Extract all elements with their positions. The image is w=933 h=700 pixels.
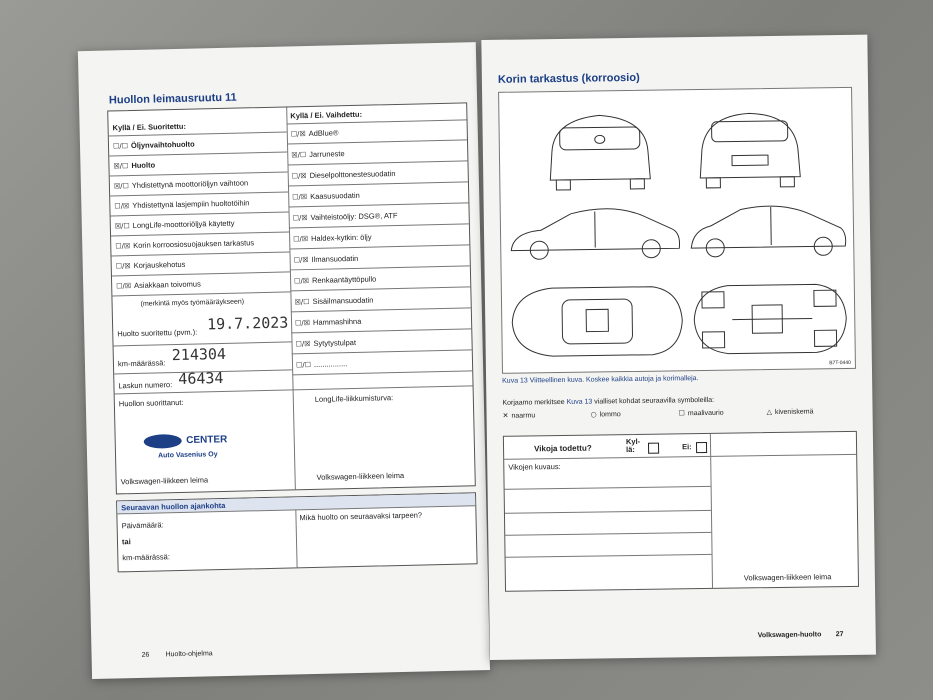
symbol-label: naarmu: [511, 412, 536, 420]
checkbox-pair[interactable]: ☒/☐: [291, 151, 307, 160]
checkbox-pair[interactable]: ☐/☒: [291, 172, 307, 181]
checkbox-pair[interactable]: ☐/☒: [115, 242, 131, 251]
car-diagram: [498, 87, 856, 374]
vw-stamp-label-1: Volkswagen-liikkeen leima: [120, 475, 209, 487]
item-label: Asiakkaan toivomus: [134, 279, 201, 290]
replaced-item: [296, 359, 347, 369]
dealer-stamp: [144, 431, 228, 460]
instr-post: vialliset kohdat seuraavilla symboleilla:: [594, 396, 715, 406]
item-label: Yhdistettynä lasjempiin huoltotöihin: [132, 198, 250, 210]
checkbox-pair[interactable]: ☒/☐: [113, 162, 129, 171]
checkbox-pair[interactable]: ☐/☒: [115, 262, 131, 271]
replaced-item: [294, 274, 376, 285]
replaced-item: [292, 169, 396, 180]
checkbox-pair[interactable]: ☒/☐: [114, 222, 130, 231]
symbol-glyph-icon: △: [766, 408, 773, 417]
checkbox-pair[interactable]: ☐/☒: [293, 235, 309, 244]
performed-item: [114, 178, 248, 190]
invoice-label: Laskun numero:: [118, 380, 173, 391]
defects-question: Vikoja todettu?: [533, 443, 592, 454]
symbol-label: maalivaurio: [687, 409, 724, 418]
item-label: Yhdistettynä moottoriöljyn vaihtoon: [131, 178, 249, 190]
checkbox-pair[interactable]: ☐/☒: [114, 202, 130, 211]
dealer-logo-icon: [144, 434, 182, 449]
performed-item: [113, 160, 155, 170]
stamp-brand: CENTER: [186, 434, 228, 447]
checkbox-pair[interactable]: ☐/☒: [292, 193, 308, 202]
km-label: km-määrässä:: [117, 358, 166, 369]
defects-table: [503, 431, 859, 592]
performed-item: [115, 219, 235, 231]
instr-ref: Kuva 13: [566, 398, 593, 406]
defects-description-label: Vikojen kuvaus:: [508, 461, 561, 472]
item-label: AdBlue®: [308, 128, 339, 138]
item-label: Sytytystulpat: [313, 337, 357, 348]
right-page: [481, 35, 876, 660]
figure-code: B7T-0440: [829, 359, 851, 367]
symbol-label: lommo: [599, 411, 621, 419]
next-question: Mikä huolto on seuraavaksi tarpeen?: [299, 510, 423, 523]
symbol-label: kiveniskemä: [774, 408, 814, 416]
item-label: Ilmansuodatin: [311, 253, 359, 264]
item-label: Öljynvaihtohuolto: [130, 139, 195, 151]
invoice-value: 46434: [178, 368, 224, 388]
performed-by-label: Huollon suorittanut:: [118, 397, 184, 409]
col1-header: Kyllä / Ei. Suoritettu:: [112, 121, 187, 133]
checkbox-pair[interactable]: ☐/☒: [295, 339, 311, 349]
next-or-label: tai: [121, 537, 131, 547]
symbol-item: [767, 407, 814, 416]
service-date-value: 19.7.2023: [206, 313, 289, 334]
replaced-list: [290, 125, 465, 370]
checkbox-pair[interactable]: ☐/☒: [290, 130, 306, 139]
yes-label: Kyl- lä:: [625, 436, 641, 455]
checkbox-pair[interactable]: ☐/☒: [294, 318, 311, 328]
checkbox-pair[interactable]: ☒/☐: [113, 182, 129, 191]
performed-list: [112, 138, 285, 291]
checkbox-pair[interactable]: ☐/☒: [294, 277, 310, 286]
item-label: Jarruneste: [309, 149, 345, 159]
page-number-right: 27: [835, 631, 844, 639]
item-label: Hammashihna: [312, 316, 362, 327]
item-label: ................: [313, 359, 348, 369]
page-title-right: Korin tarkastus (korroosio): [497, 71, 640, 86]
item-label: Haldex-kytkin: öljy: [310, 232, 372, 243]
replaced-item: [291, 149, 345, 159]
performed-item: [114, 198, 249, 210]
asiakkaan-note: (merkintä myös työmääräykseen): [140, 298, 245, 308]
replaced-item: [295, 338, 356, 348]
col2-header: Kyllä / Ei. Vaihdettu:: [290, 109, 363, 121]
item-label: Huolto: [131, 160, 156, 171]
service-stamp-table: [107, 102, 476, 494]
service-date-label: Huolto suoritettu (pvm.):: [117, 327, 198, 339]
symbol-glyph-icon: ✕: [502, 411, 509, 420]
replaced-item: [294, 296, 373, 307]
yes-checkbox[interactable]: [648, 443, 659, 454]
left-page: [78, 42, 490, 679]
item-label: Korjauskehotus: [133, 259, 186, 270]
next-service-table: [116, 492, 478, 572]
next-date-label: Päivämäärä:: [121, 520, 164, 531]
symbol-item: [503, 411, 536, 419]
next-service-title: Seuraavan huollon ajankohta: [121, 500, 226, 513]
page-title: Huollon leimausruutu 11: [108, 91, 237, 107]
replaced-item: [291, 128, 339, 138]
checkbox-pair[interactable]: ☒/☐: [294, 298, 310, 307]
item-label: Korin korroosiosuojauksen tarkastus: [133, 238, 255, 250]
next-km-label: km-määrässä:: [122, 552, 170, 563]
performed-item: [115, 238, 254, 250]
instr-pre: Korjaamo merkitsee: [502, 398, 565, 407]
stamp-sub: Auto Vasenius Oy: [157, 451, 218, 460]
symbol-item: [679, 409, 724, 418]
instruction-text: [502, 397, 714, 407]
replaced-item: [293, 211, 398, 222]
checkbox-pair[interactable]: ☐/☒: [293, 256, 309, 265]
item-label: Sisäilmansuodatin: [312, 295, 374, 306]
footer-brand: Volkswagen-huolto: [757, 631, 822, 640]
item-label: Dieselpolttonestesuodatin: [309, 169, 396, 180]
figure-caption: [502, 375, 698, 385]
item-label: Renkaantäyttöpullo: [311, 274, 377, 285]
performed-item: [116, 260, 186, 271]
symbol-legend: [502, 407, 855, 420]
checkbox-pair[interactable]: ☐/☒: [116, 282, 132, 291]
longlife-label: LongLife-liikkumisturva:: [314, 393, 394, 404]
car-outlines-illustration: [499, 88, 855, 373]
caption-text: Viitteellinen kuva. Koskee kaikkia autoja ja korimalleja.: [529, 375, 699, 385]
checkbox-pair[interactable]: ☐/☒: [292, 214, 308, 223]
checkbox-pair[interactable]: ☐/☐: [295, 360, 312, 370]
symbol-glyph-icon: ○: [590, 410, 597, 419]
replaced-item: [294, 254, 359, 264]
no-label: Ei:: [681, 442, 692, 452]
item-label: Kaasusuodatin: [310, 190, 360, 201]
replaced-item: [292, 191, 360, 202]
checkbox-pair[interactable]: ☐/☐: [112, 142, 129, 151]
performed-item: [113, 140, 195, 151]
page-section-left: Huolto-ohjelma: [165, 650, 213, 659]
symbol-glyph-icon: ☐: [678, 409, 685, 418]
page-number-left: 26: [141, 651, 150, 659]
performed-item: [116, 279, 201, 290]
item-label: Vaihteistoöljy: DSG®, ATF: [310, 210, 398, 222]
km-value: 214304: [171, 344, 227, 365]
caption-label: Kuva 13: [502, 377, 528, 385]
replaced-item: [293, 233, 372, 244]
symbol-item: [591, 410, 621, 418]
no-checkbox[interactable]: [696, 442, 707, 453]
replaced-item: [295, 317, 361, 328]
vw-stamp-label-2: Volkswagen-liikkeen leima: [316, 470, 405, 482]
vw-stamp-label-right: Volkswagen-liikkeen leima: [743, 572, 832, 583]
item-label: LongLife-moottoriöljyä käytetty: [132, 218, 235, 230]
